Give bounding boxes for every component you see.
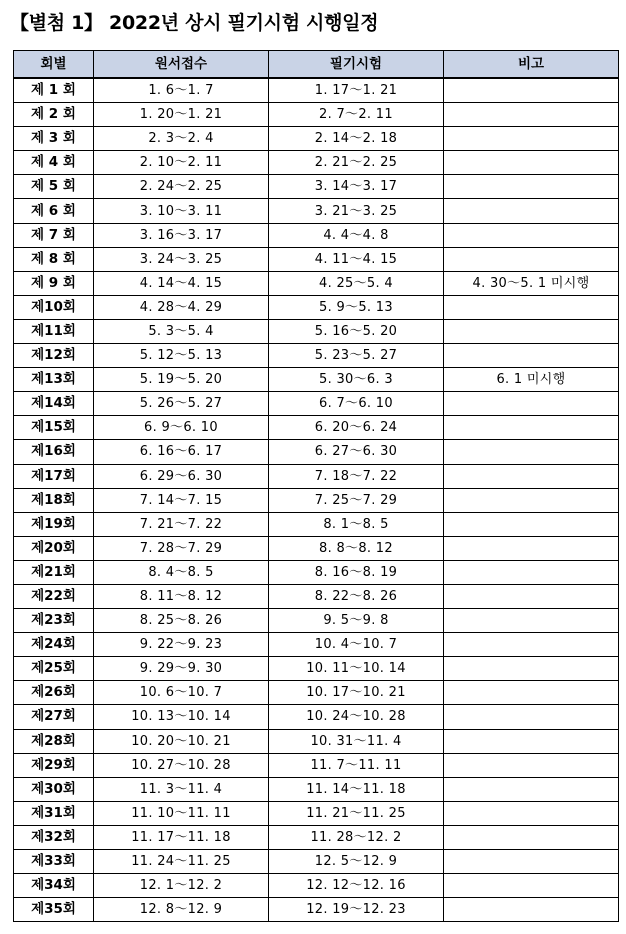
note-cell [444,705,619,729]
round-cell: 제32회 [14,825,94,849]
round-cell: 제19회 [14,512,94,536]
application-cell: 7. 28～7. 29 [94,536,269,560]
table-row [14,368,619,392]
application-cell: 8. 4～8. 5 [94,560,269,584]
application-cell: 9. 29～9. 30 [94,657,269,681]
header-application: 원서접수 [94,51,269,79]
application-cell: 5. 26～5. 27 [94,392,269,416]
table-row [14,657,619,681]
exam-cell: 4. 11～4. 15 [269,247,444,271]
application-cell: 5. 3～5. 4 [94,319,269,343]
round-cell: 제 5 회 [14,175,94,199]
note-cell [444,874,619,898]
note-cell [444,850,619,874]
round-cell: 제22회 [14,584,94,608]
exam-cell: 11. 14～11. 18 [269,777,444,801]
note-cell [444,295,619,319]
exam-cell: 11. 28～12. 2 [269,825,444,849]
table-row [14,874,619,898]
application-cell: 6. 9～6. 10 [94,416,269,440]
application-cell: 4. 14～4. 15 [94,271,269,295]
exam-cell: 12. 5～12. 9 [269,850,444,874]
application-cell: 10. 13～10. 14 [94,705,269,729]
application-cell: 11. 10～11. 11 [94,801,269,825]
round-cell: 제25회 [14,657,94,681]
table-row [14,392,619,416]
application-cell: 6. 16～6. 17 [94,440,269,464]
note-cell [444,681,619,705]
round-cell: 제33회 [14,850,94,874]
note-cell [444,319,619,343]
exam-cell: 2. 21～2. 25 [269,151,444,175]
round-cell: 제 6 회 [14,199,94,223]
exam-cell: 1. 17～1. 21 [269,78,444,103]
application-cell: 7. 21～7. 22 [94,512,269,536]
exam-cell: 8. 1～8. 5 [269,512,444,536]
table-header-row [14,51,619,79]
exam-cell: 10. 31～11. 4 [269,729,444,753]
table-row [14,175,619,199]
note-cell [444,223,619,247]
table-row [14,223,619,247]
table-row [14,536,619,560]
table-row [14,440,619,464]
table-row [14,633,619,657]
round-cell: 제31회 [14,801,94,825]
exam-cell: 6. 27～6. 30 [269,440,444,464]
application-cell: 5. 12～5. 13 [94,344,269,368]
application-cell: 11. 3～11. 4 [94,777,269,801]
note-cell [444,440,619,464]
application-cell: 2. 10～2. 11 [94,151,269,175]
round-cell: 제 1 회 [14,78,94,103]
note-cell [444,560,619,584]
exam-cell: 10. 17～10. 21 [269,681,444,705]
header-exam: 필기시험 [269,51,444,79]
exam-cell: 6. 20～6. 24 [269,416,444,440]
note-cell [444,753,619,777]
note-cell [444,825,619,849]
table-row [14,247,619,271]
application-cell: 10. 6～10. 7 [94,681,269,705]
exam-cell: 4. 4～4. 8 [269,223,444,247]
exam-cell: 8. 22～8. 26 [269,584,444,608]
round-cell: 제17회 [14,464,94,488]
table-row [14,729,619,753]
table-row [14,103,619,127]
exam-cell: 9. 5～9. 8 [269,609,444,633]
note-cell [444,127,619,151]
table-row [14,319,619,343]
table-row [14,488,619,512]
exam-cell: 5. 30～6. 3 [269,368,444,392]
note-cell: 6. 1 미시행 [444,368,619,392]
exam-cell: 5. 16～5. 20 [269,319,444,343]
application-cell: 12. 8～12. 9 [94,898,269,922]
application-cell: 9. 22～9. 23 [94,633,269,657]
note-cell [444,633,619,657]
table-row [14,898,619,922]
note-cell [444,175,619,199]
exam-cell: 10. 11～10. 14 [269,657,444,681]
exam-cell: 2. 14～2. 18 [269,127,444,151]
application-cell: 10. 27～10. 28 [94,753,269,777]
table-row [14,825,619,849]
application-cell: 11. 24～11. 25 [94,850,269,874]
note-cell [444,416,619,440]
application-cell: 2. 24～2. 25 [94,175,269,199]
header-note: 비고 [444,51,619,79]
round-cell: 제18회 [14,488,94,512]
table-row [14,705,619,729]
round-cell: 제11회 [14,319,94,343]
exam-cell: 10. 4～10. 7 [269,633,444,657]
note-cell [444,609,619,633]
note-cell [444,151,619,175]
table-row [14,560,619,584]
exam-cell: 3. 14～3. 17 [269,175,444,199]
note-cell [444,536,619,560]
round-cell: 제24회 [14,633,94,657]
application-cell: 10. 20～10. 21 [94,729,269,753]
exam-cell: 3. 21～3. 25 [269,199,444,223]
exam-cell: 7. 18～7. 22 [269,464,444,488]
round-cell: 제30회 [14,777,94,801]
note-cell [444,488,619,512]
header-round: 회별 [14,51,94,79]
application-cell: 4. 28～4. 29 [94,295,269,319]
table-row [14,777,619,801]
round-cell: 제28회 [14,729,94,753]
exam-cell: 5. 9～5. 13 [269,295,444,319]
exam-cell: 12. 19～12. 23 [269,898,444,922]
round-cell: 제23회 [14,609,94,633]
note-cell [444,78,619,103]
table-body [14,78,619,922]
application-cell: 8. 25～8. 26 [94,609,269,633]
application-cell: 2. 3～2. 4 [94,127,269,151]
round-cell: 제 4 회 [14,151,94,175]
round-cell: 제26회 [14,681,94,705]
exam-cell: 10. 24～10. 28 [269,705,444,729]
exam-cell: 4. 25～5. 4 [269,271,444,295]
page-title: 【별첨 1】 2022년 상시 필기시험 시행일정 [10,12,379,34]
exam-cell: 11. 7～11. 11 [269,753,444,777]
table-row [14,681,619,705]
round-cell: 제35회 [14,898,94,922]
note-cell [444,103,619,127]
table-row [14,344,619,368]
round-cell: 제14회 [14,392,94,416]
note-cell [444,584,619,608]
application-cell: 8. 11～8. 12 [94,584,269,608]
note-cell [444,199,619,223]
application-cell: 1. 20～1. 21 [94,103,269,127]
exam-cell: 7. 25～7. 29 [269,488,444,512]
note-cell [444,657,619,681]
exam-cell: 11. 21～11. 25 [269,801,444,825]
round-cell: 제12회 [14,344,94,368]
exam-cell: 8. 16～8. 19 [269,560,444,584]
application-cell: 3. 24～3. 25 [94,247,269,271]
application-cell: 1. 6～1. 7 [94,78,269,103]
table-row [14,78,619,103]
round-cell: 제 2 회 [14,103,94,127]
exam-cell: 12. 12～12. 16 [269,874,444,898]
table-row [14,584,619,608]
note-cell [444,801,619,825]
note-cell: 4. 30～5. 1 미시행 [444,271,619,295]
note-cell [444,344,619,368]
round-cell: 제27회 [14,705,94,729]
table-row [14,609,619,633]
round-cell: 제15회 [14,416,94,440]
note-cell [444,777,619,801]
exam-cell: 8. 8～8. 12 [269,536,444,560]
table-row [14,271,619,295]
round-cell: 제 8 회 [14,247,94,271]
note-cell [444,247,619,271]
schedule-table [13,50,619,922]
application-cell: 12. 1～12. 2 [94,874,269,898]
table-row [14,801,619,825]
application-cell: 3. 10～3. 11 [94,199,269,223]
table-row [14,464,619,488]
exam-cell: 6. 7～6. 10 [269,392,444,416]
application-cell: 11. 17～11. 18 [94,825,269,849]
table-row [14,416,619,440]
round-cell: 제20회 [14,536,94,560]
table-row [14,512,619,536]
application-cell: 6. 29～6. 30 [94,464,269,488]
table-row [14,199,619,223]
application-cell: 5. 19～5. 20 [94,368,269,392]
application-cell: 3. 16～3. 17 [94,223,269,247]
table-row [14,850,619,874]
round-cell: 제34회 [14,874,94,898]
round-cell: 제10회 [14,295,94,319]
round-cell: 제29회 [14,753,94,777]
application-cell: 7. 14～7. 15 [94,488,269,512]
round-cell: 제13회 [14,368,94,392]
round-cell: 제 3 회 [14,127,94,151]
exam-cell: 5. 23～5. 27 [269,344,444,368]
table-row [14,753,619,777]
note-cell [444,392,619,416]
note-cell [444,729,619,753]
round-cell: 제21회 [14,560,94,584]
note-cell [444,512,619,536]
note-cell [444,464,619,488]
round-cell: 제 7 회 [14,223,94,247]
table-row [14,127,619,151]
round-cell: 제16회 [14,440,94,464]
table-row [14,151,619,175]
table-row [14,295,619,319]
note-cell [444,898,619,922]
round-cell: 제 9 회 [14,271,94,295]
exam-cell: 2. 7～2. 11 [269,103,444,127]
